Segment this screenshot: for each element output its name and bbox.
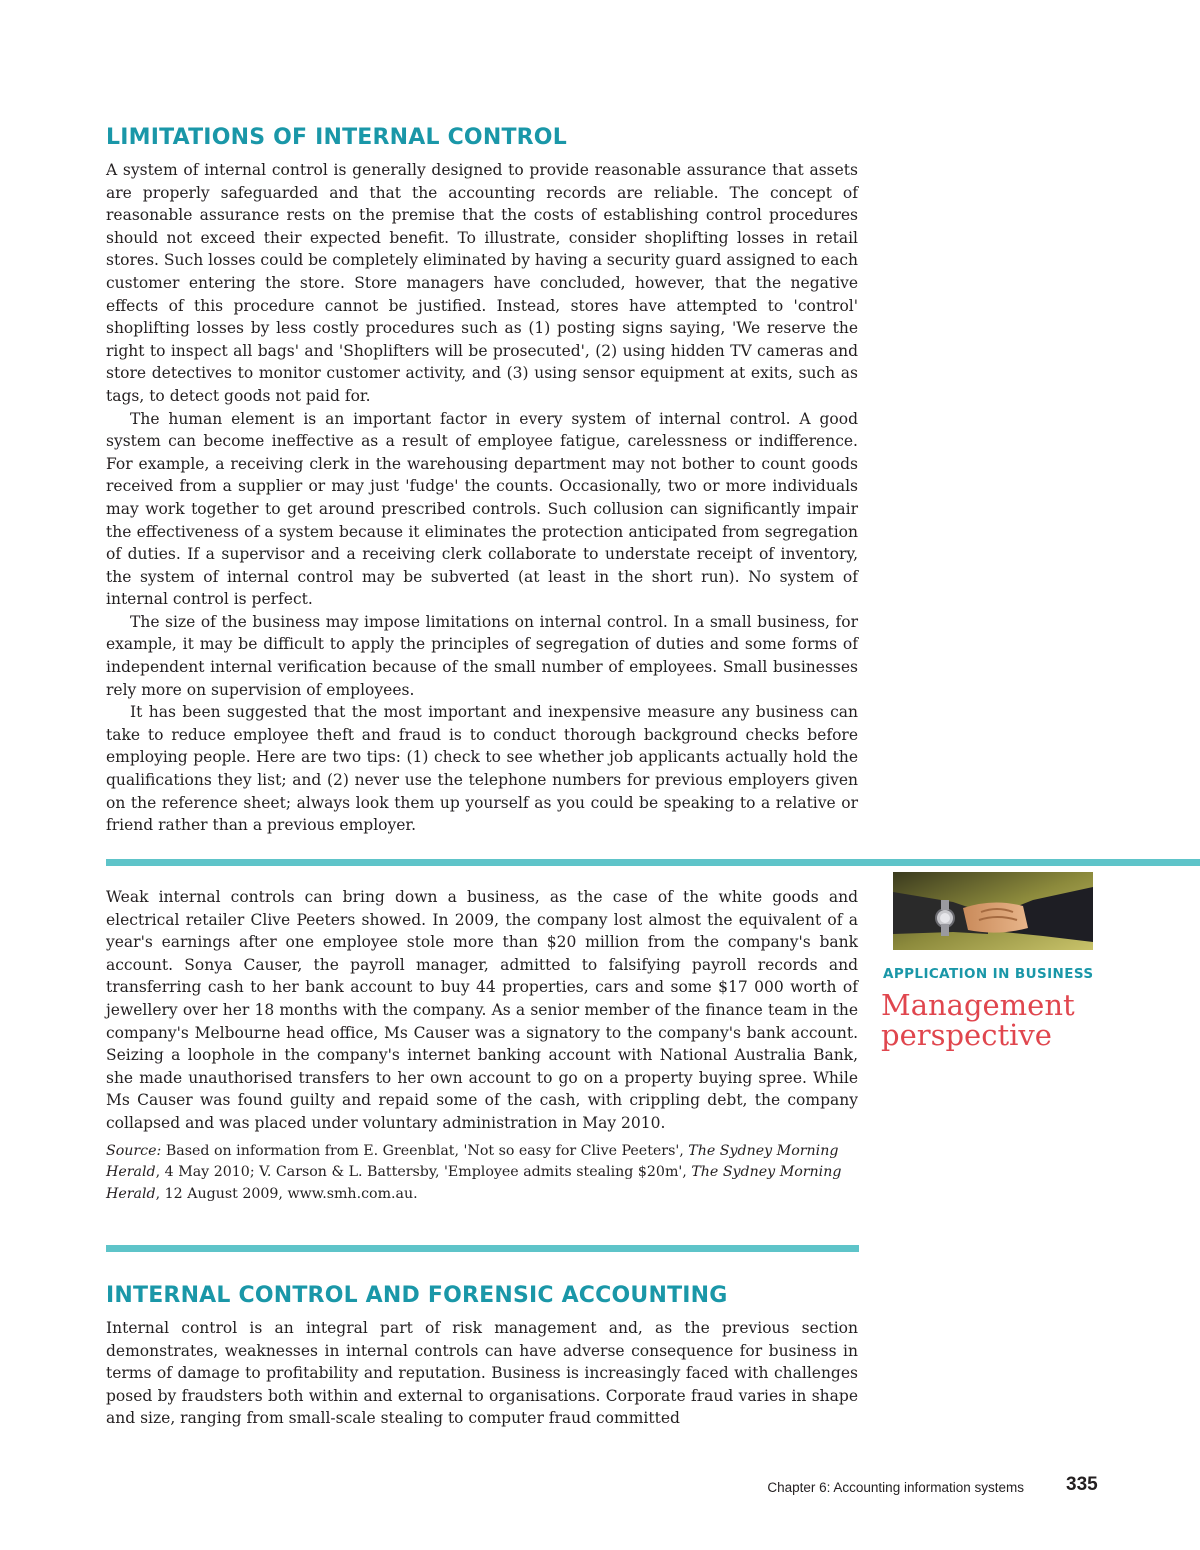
page-number: 335 [1066,1474,1098,1495]
feature-top-rule [106,859,1200,866]
publication-name: The Sydney Morning Herald [106,1164,842,1202]
feature-box [106,886,858,1205]
source-label: Source: [106,1142,162,1159]
section-heading: INTERNAL CONTROL AND FORENSIC ACCOUNTING [106,1283,728,1308]
paragraph: Internal control is an integral part of risk management and, as the previous section demonstrates, weaknesses in internal controls can have adverse consequence for business in terms of damage to profitability and reputation. Business is increasingly faced with challenges posed by fraudsters both within and external to organisations. Corporate fraud varies in shape and size, ranging from small-scale stealing to computer fraud committed [106,1319,858,1428]
paragraph: A system of internal control is generally designed to provide reasonable assurance that assets are properly safeguarded and that the accounting records are reliable. The concept of reasonable assurance rests on the premise that the costs of establishing control procedures should not exceed their expected benefit. To illustrate, consider shoplifting losses in retail stores. Such losses could be completely eliminated by having a security guard assigned to each customer entering the store. Store managers have concluded, however, that the negative effects of this procedure cannot be justified. Instead, stores have attempted to 'control' shoplifting losses by less costly procedures such as (1) posting signs saying, 'We reserve the right to inspect all bags' and 'Shoplifters will be prosecuted', (2) using hidden TV cameras and store detectives to monitor customer activity, and (3) using sensor equipment at exits, such as tags, to detect goods not paid for. [106,161,858,405]
paragraph: The human element is an important factor in every system of internal control. A good system can become ineffective as a result of employee fatigue, carelessness or indifference. For example, a receiving clerk in the warehousing department may not bother to count goods received from a supplier or may just 'fudge' the counts. Occasionally, two or more individuals may work together to get around prescribed controls. Such collusion can significantly impair the effectiveness of a system because it eliminates the protection anticipated from segregation of duties. If a supervisor and a receiving clerk collaborate to understate receipt of inventory, the system of internal control may be subverted (at least in the short run). No system of internal control is perfect. [106,409,858,609]
feature-bottom-rule [106,1245,859,1252]
feature-label: APPLICATION IN BUSINESS [883,966,1094,982]
handshake-photo [893,872,1093,950]
section-forensic [106,1283,858,1430]
paragraph: The size of the business may impose limitations on internal control. In a small business, for example, it may be difficult to apply the principles of segregation of duties and some forms of independent internal verification because of the small number of employees. Small businesses rely more on supervision of employees. [106,612,858,699]
paragraph: It has been suggested that the most important and inexpensive measure any business can take to reduce employee theft and fraud is to conduct thorough background checks before employing people. Here are two tips: (1) check to see whether job applicants actually hold the qualifications they list; and (2) never use the telephone numbers for previous employers given on the reference sheet; always look them up yourself as you could be speaking to a relative or friend rather than a previous employer. [106,703,858,835]
section-limitations [106,125,858,837]
running-footer: Chapter 6: Accounting information systems [767,1480,1024,1495]
section-heading: LIMITATIONS OF INTERNAL CONTROL [106,125,567,150]
publication-name: The Sydney Morning Herald [106,1142,839,1181]
feature-title: Management perspective [881,988,1075,1052]
feature-body: Weak internal controls can bring down a business, as the case of the white goods and electrical retailer Clive Peeters showed. In 2009, the company lost almost the equivalent of a year's earnings after one employee stole more than $20 million from the company's bank account. Sonya Causer, the payroll manager, admitted to falsifying payroll records and transferring cash to her bank account to buy 44 properties, cars and some $17 000 worth of jewellery over her 18 months with the company. As a senior member of the finance team in the company's Melbourne head office, Ms Causer was a signatory to the company's bank account. Seizing a loophole in the company's internet banking account with National Australia Bank, she made unauthorised transfers to her own account to go on a property buying spree. While Ms Causer was found guilty and repaid some of the cash, with crippling debt, the company collapsed and was placed under voluntary administration in May 2010. [106,888,858,1132]
feature-source: Source: Based on information from E. Greenblat, 'Not so easy for Clive Peeters', The Sydney Morning Herald, 4 May 2010; V. Carson & L. Battersby, 'Employee admits stealing $20m', The Sydney Morning Herald, 12 August 2009, www.smh.com.au. [106,1142,842,1202]
